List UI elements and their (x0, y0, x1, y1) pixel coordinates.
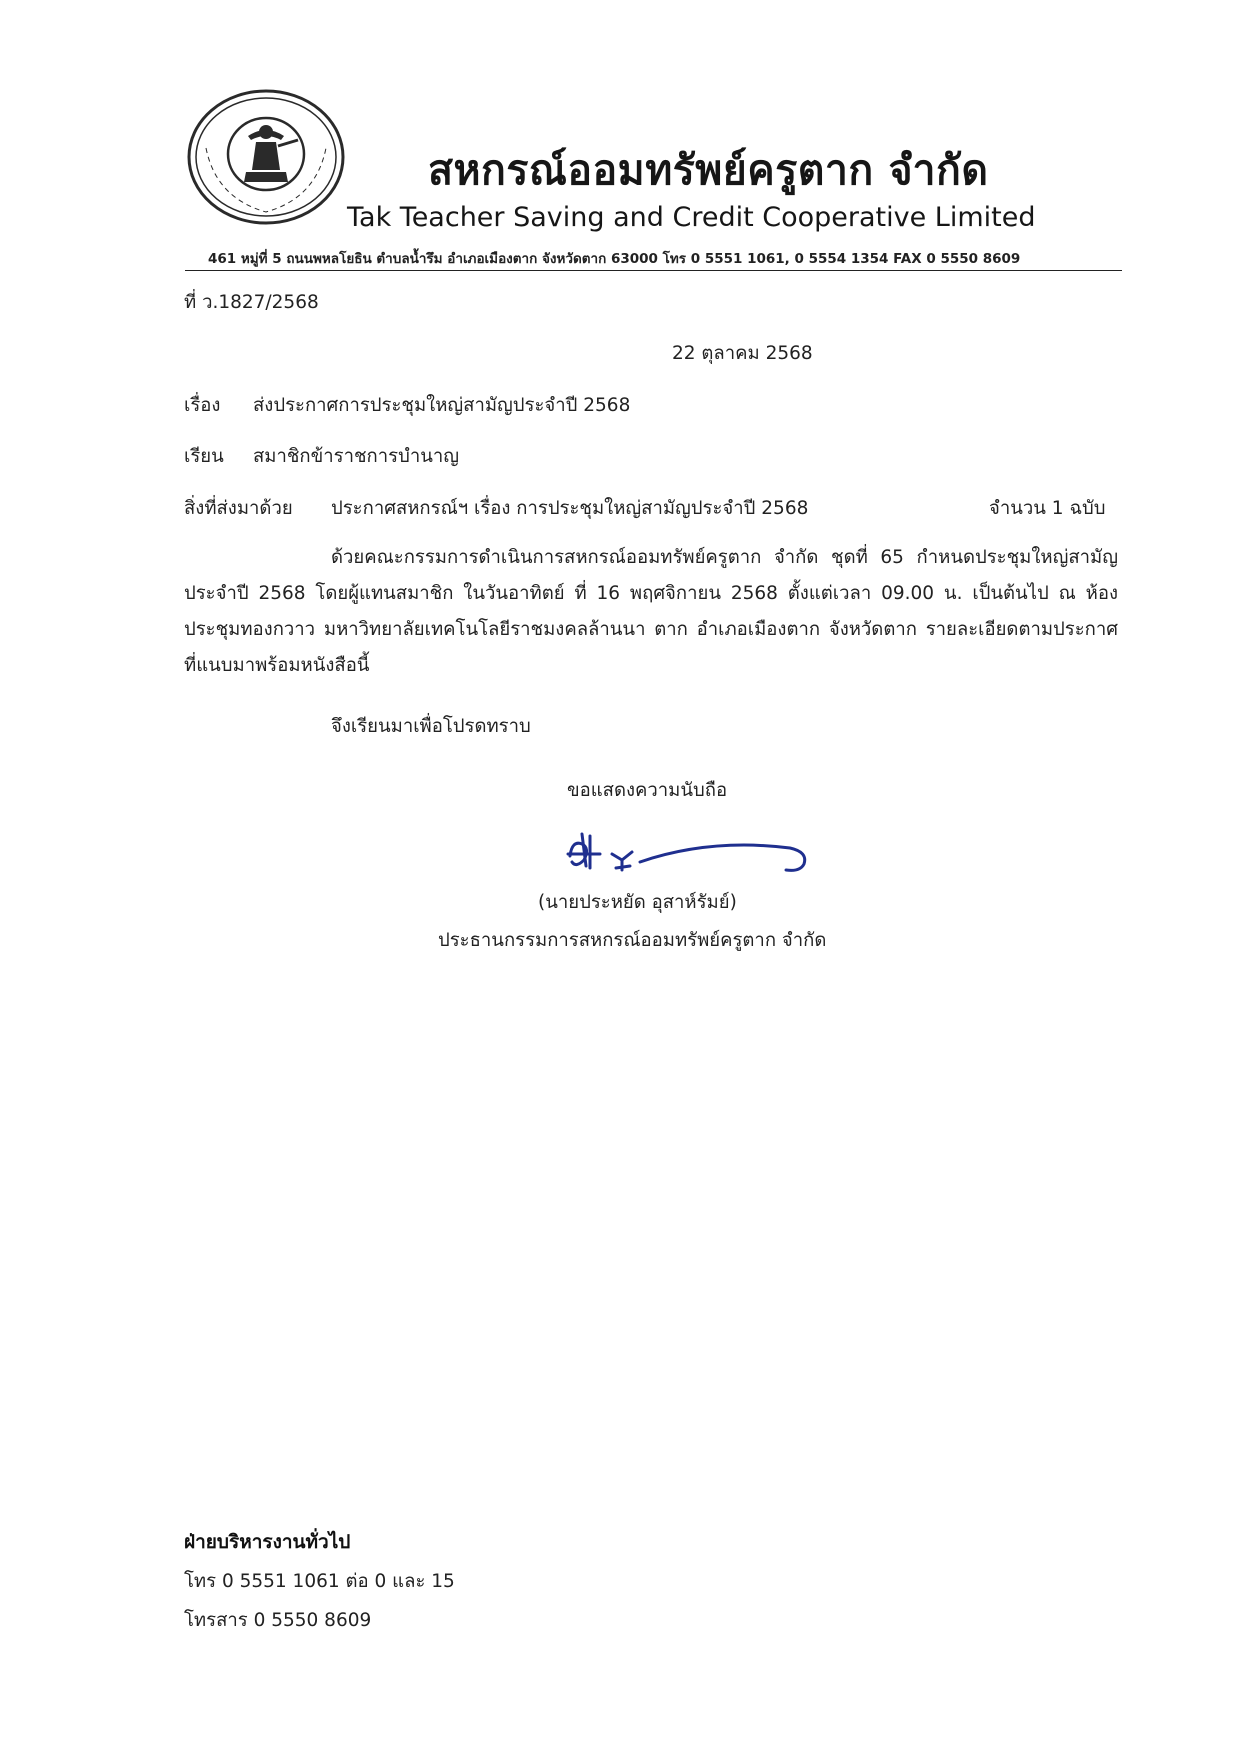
contact-phone: โทร 0 5551 1061 ต่อ 0 และ 15 (184, 1571, 455, 1592)
cooperative-seal-logo (186, 88, 346, 226)
letter-body-paragraph: ด้วยคณะกรรมการดำเนินการสหกรณ์ออมทรัพย์ครูตาก จำกัด ชุดที่ 65 กำหนดประชุมใหญ่สามัญประจำปี 2568 โดยผู้แทนสมาชิก ในวันอาทิตย์ ที่ 16 พฤศจิกายน 2568 ตั้งแต่เวลา 09.00 น. เป็นต้นไป ณ ห้องประชุมทองกวาว มหาวิทยาลัยเทคโนโลยีราชมงคลล้านนา ตาก อำเภอเมืองตาก จังหวัดตาก รายละเอียดตามประกาศ ที่แนบมาพร้อมหนังสือนี้ (184, 547, 1118, 676)
org-name-english: Tak Teacher Saving and Credit Cooperative Limited (347, 202, 1036, 233)
closing-line: จึงเรียนมาเพื่อโปรดทราบ (331, 716, 531, 737)
regards-line: ขอแสดงความนับถือ (567, 780, 728, 801)
enclosure-count: จำนวน 1 ฉบับ (989, 498, 1106, 519)
subject-text: ส่งประกาศการประชุมใหญ่สามัญประจำปี 2568 (253, 395, 631, 416)
enclosure-label: สิ่งที่ส่งมาด้วย (184, 498, 293, 519)
signer-title: ประธานกรรมการสหกรณ์ออมทรัพย์ครูตาก จำกัด (438, 930, 827, 951)
department-name: ฝ่ายบริหารงานทั่วไป (184, 1531, 351, 1553)
enclosure-text: ประกาศสหกรณ์ฯ เรื่อง การประชุมใหญ่สามัญประจำปี 2568 (331, 498, 809, 519)
signer-name: (นายประหยัด อุสาห์รัมย์) (538, 892, 737, 913)
handwritten-signature (560, 826, 815, 878)
reference-number: ที่ ว.1827/2568 (184, 292, 319, 313)
letter-date: 22 ตุลาคม 2568 (672, 343, 813, 364)
contact-fax: โทรสาร 0 5550 8609 (184, 1610, 372, 1631)
org-address: 461 หมู่ที่ 5 ถนนพหลโยธิน ตำบลน้ำรึม อำเภอเมืองตาก จังหวัดตาก 63000 โทร 0 5551 1061, 0 5554 1354 FAX 0 5550 8609 (208, 251, 1021, 267)
header-divider (185, 270, 1122, 271)
org-name-thai: สหกรณ์ออมทรัพย์ครูตาก จำกัด (428, 146, 989, 194)
recipient-label: เรียน (184, 446, 224, 467)
recipient-text: สมาชิกข้าราชการบำนาญ (253, 446, 460, 467)
subject-label: เรื่อง (184, 395, 221, 416)
